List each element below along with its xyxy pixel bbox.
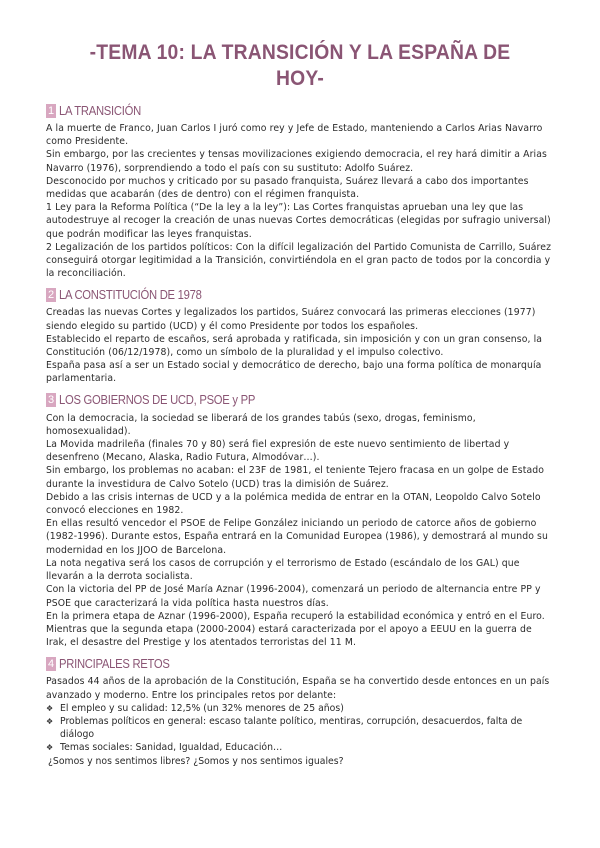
section-number-badge: 4 bbox=[47, 657, 55, 670]
section-header bbox=[46, 655, 554, 672]
section-title: LA TRANSICIÓN bbox=[59, 103, 141, 118]
section-constitucion bbox=[46, 286, 554, 385]
section-header bbox=[46, 102, 554, 119]
section-number-badge: 2 bbox=[47, 288, 55, 301]
paragraph: Debido a las crisis internas de UCD y a la polémica medida de entrar en la OTAN, Leopoldo Calvo Sotelo convocó elecciones en 1982. bbox=[46, 491, 541, 517]
list-item-text: El empleo y su calidad: 12,5% (un 32% menores de 25 años) bbox=[60, 702, 344, 714]
paragraph: Desconocido por muchos y criticado por su pasado franquista, Suárez llevará a cabo dos importantes medidas que acabarán (des de dentro) con el régimen franquista. bbox=[46, 175, 529, 201]
paragraph: En la primera etapa de Aznar (1996-2000), España recuperó la estabilidad económica y entró en el Euro. Mientras que la segunda etapa (2000-2004) estará caracterizada por el apoyo a EEUU en la guerra de Irak, el desastre del Prestige y los atentados terroristas del 11 M. bbox=[46, 610, 545, 649]
section-header bbox=[46, 286, 554, 303]
list-item-text: Problemas políticos en general: escaso talante político, mentiras, corrupción, desacuerdos, falta de diálogo bbox=[60, 715, 523, 741]
page-title: -TEMA 10: LA TRANSICIÓN Y LA ESPAÑA DE HOY- bbox=[89, 41, 511, 90]
section-number-badge: 1 bbox=[47, 104, 55, 117]
paragraph: Con la democracia, la sociedad se liberará de los grandes tabús (sexo, drogas, feminismo, homosexualidad). bbox=[46, 412, 476, 437]
paragraph: España pasa así a ser un Estado social y democrático de derecho, bajo una forma política de monarquía parlamentaria. bbox=[46, 360, 542, 385]
section-header bbox=[46, 392, 554, 409]
diamond-bullet-icon: ❖ bbox=[46, 743, 54, 753]
section-title: LA CONSTITUCIÓN DE 1978 bbox=[59, 287, 202, 302]
paragraph: Establecido el reparto de escaños, será aprobada y ratificada, sin imposición y con un gran consenso, la Constitución (06/12/1978), como un símbolo de la pluralidad y el impulso colectivo. bbox=[46, 333, 543, 359]
paragraph: En ellas resultó vencedor el PSOE de Felipe González iniciando un periodo de catorce años de gobierno (1982-1996). Durante estos, España entrará en la Comunidad Europea (1986), y demostrará al mundo su modernidad en los JJOO de Barcelona. bbox=[46, 518, 548, 556]
section-transicion bbox=[46, 102, 554, 280]
paragraph: La Movida madrileña (finales 70 y 80) será fiel expresión de este nuevo sentimiento de libertad y desenfreno (Mecano, Alaska, Radio Futura, Almodóvar…). bbox=[46, 439, 510, 464]
section-number-badge: 3 bbox=[47, 394, 55, 407]
list-item bbox=[46, 741, 554, 754]
paragraph: Con la victoria del PP de José María Aznar (1996-2004), comenzará un periodo de alternancia entre PP y PSOE que caracterizará la vida política hasta nuestros días. bbox=[46, 584, 541, 609]
list-item-text: Temas sociales: Sanidad, Igualdad, Educación… bbox=[60, 742, 283, 754]
list-item bbox=[46, 715, 554, 741]
closing-question: ¿Somos y nos sentimos libres? ¿Somos y nos sentimos iguales? bbox=[48, 755, 344, 767]
section-retos bbox=[46, 655, 554, 767]
paragraph: Pasados 44 años de la aprobación de la Constitución, España se ha convertido desde entonces en un país avanzado y moderno. Entre los principales retos por delante: bbox=[46, 676, 550, 701]
paragraph: A la muerte de Franco, Juan Carlos I juró como rey y Jefe de Estado, manteniendo a Carlos Arias Navarro como Presidente. bbox=[46, 123, 543, 148]
section-gobiernos bbox=[46, 392, 554, 650]
paragraph: La nota negativa será los casos de corrupción y el terrorismo de Estado (escándalo de los GAL) que llevarán a la derrota socialista. bbox=[46, 557, 520, 583]
diamond-bullet-icon: ❖ bbox=[46, 703, 54, 713]
challenges-list bbox=[46, 702, 554, 755]
paragraph: 2 Legalización de los partidos políticos: Con la difícil legalización del Partido Comunista de Carrillo, Suárez conseguirá otorgar legitimidad a la Transición, convirtiéndola en el gran pacto de todos por la concordia y la reconciliación. bbox=[46, 241, 552, 280]
diamond-bullet-icon: ❖ bbox=[46, 716, 54, 726]
section-title: PRINCIPALES RETOS bbox=[59, 656, 170, 671]
paragraph: Sin embargo, los problemas no acaban: el 23F de 1981, el teniente Tejero fracasa en un golpe de Estado durante la investidura de Calvo Sotelo (UCD) tras la dimisión de Suárez. bbox=[46, 465, 545, 490]
section-title: LOS GOBIERNOS DE UCD, PSOE y PP bbox=[59, 393, 256, 408]
paragraph: Sin embargo, por las crecientes y tensas movilizaciones exigiendo democracia, el rey hará dimitir a Arias Navarro (1976), sorprendiendo a todo el país con su sustituto: Adolfo Suárez. bbox=[46, 149, 547, 174]
paragraph: Creadas las nuevas Cortes y legalizados los partidos, Suárez convocará las primeras elecciones (1977) siendo elegido su partido (UCD) y él como Presidente por todos los españoles. bbox=[46, 307, 536, 332]
paragraph: 1 Ley para la Reforma Política (“De la ley a la ley”): Las Cortes franquistas aprueban una ley que las autodestruye al recoger la creación de unas nuevas Cortes democráticas (elegidas por sufragio universal) que podrán modificar las leyes franquistas. bbox=[46, 202, 551, 240]
list-item bbox=[46, 702, 554, 715]
